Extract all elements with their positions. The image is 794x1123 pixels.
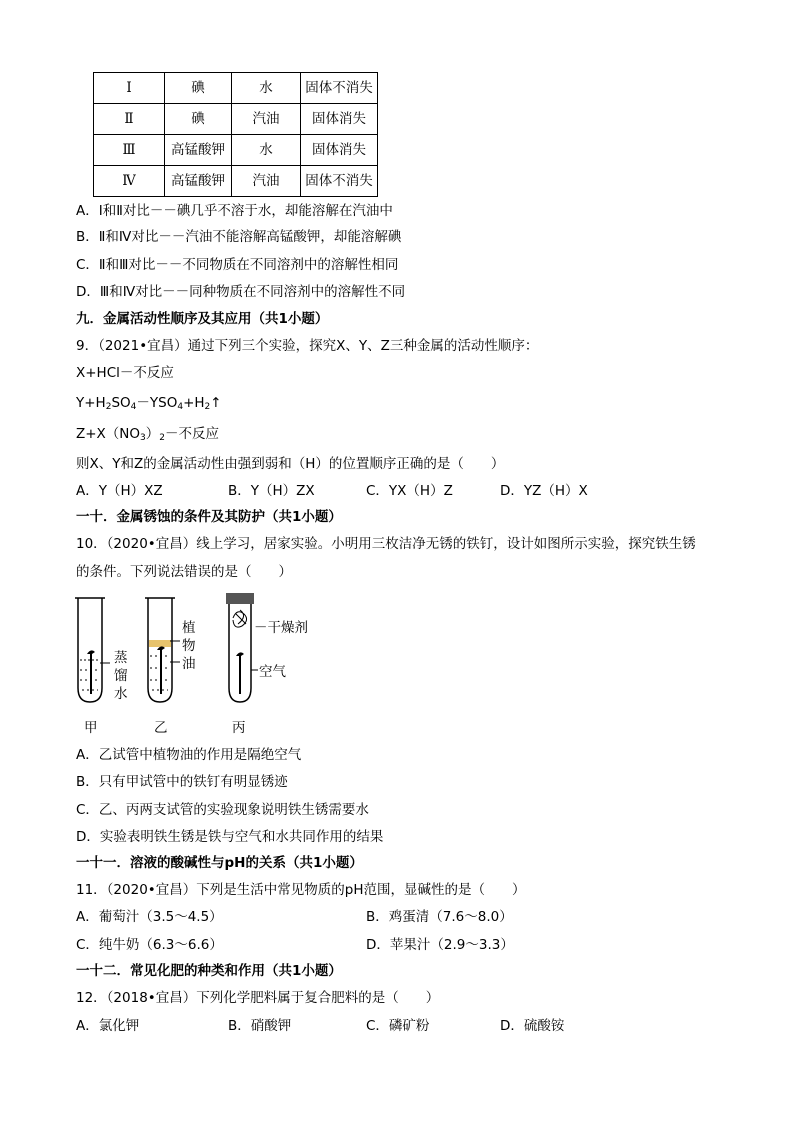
q10-option-c: C．乙、丙两支试管的实验现象说明铁生锈需要水 (76, 802, 369, 818)
q10-stem-line1: 10．（2020•宜昌）线上学习，居家实验。小明用三枚洁净无锈的铁钉，设计如图所示实验，探究铁生锈 (76, 536, 696, 552)
q8-option-c: C．Ⅱ和Ⅲ对比－－不同物质在不同溶剂中的溶解性相同 (76, 257, 399, 273)
formula-part: SO (111, 395, 131, 411)
label-water-1: 蒸 (114, 650, 128, 666)
up-arrow: ↑ (210, 395, 222, 411)
q11-option-c: C．纯牛奶（6.3～6.6） (76, 937, 223, 953)
section-title-10: 一十．金属锈蚀的条件及其防护（共1小题） (76, 509, 342, 525)
q12-stem: 12．（2018•宜昌）下列化学肥料属于复合肥料的是（ ） (76, 990, 440, 1006)
q9-option-c: C．YX（H）Z (366, 483, 453, 499)
table-row (94, 166, 378, 197)
iron-nail-icon (236, 652, 244, 694)
q9-stem: 9．（2021•宜昌）通过下列三个实验，探究X、Y、Z三种金属的活动性顺序： (76, 338, 539, 354)
q9-reaction-1: X+HCl－不反应 (76, 365, 174, 381)
q11-option-a: A．葡萄汁（3.5～4.5） (76, 909, 223, 925)
table-cell: Ⅳ (94, 166, 165, 197)
table-cell: 水 (232, 73, 301, 104)
table-row (94, 73, 378, 104)
q12-option-d: D．硫酸铵 (500, 1018, 565, 1034)
stopper (226, 593, 254, 604)
q11-stem: 11．（2020•宜昌）下列是生活中常见物质的pH范围，显碱性的是（ ） (76, 882, 526, 898)
q12-option-a: A．氯化钾 (76, 1018, 140, 1034)
section-title-9: 九．金属活动性顺序及其应用（共1小题） (76, 311, 329, 327)
table-cell: 汽油 (232, 166, 301, 197)
test-tube-a (75, 598, 110, 702)
section-title-11: 一十一．溶液的酸碱性与pH的关系（共1小题） (76, 855, 363, 871)
subscript: 4 (177, 402, 184, 412)
subscript: 4 (130, 402, 137, 412)
formula-part: －不反应 (165, 426, 220, 442)
label-oil-1: 植 (182, 620, 196, 636)
tube-label-b: 乙 (154, 720, 168, 736)
table-cell: 水 (232, 135, 301, 166)
oil-layer (149, 640, 171, 647)
q10-option-a: A．乙试管中植物油的作用是隔绝空气 (76, 747, 302, 763)
q12-option-c: C．磷矿粉 (366, 1018, 430, 1034)
table-row (94, 135, 378, 166)
q10-option-b: B．只有甲试管中的铁钉有明显锈迹 (76, 774, 288, 790)
iron-nail-icon (87, 650, 95, 694)
label-water-2: 馏 (114, 668, 128, 684)
table-cell: 高锰酸钾 (165, 135, 232, 166)
label-oil-3: 油 (182, 656, 196, 672)
table-cell: 碘 (165, 104, 232, 135)
q9-option-b: B．Y（H）ZX (228, 483, 315, 499)
subscript: 3 (140, 433, 146, 443)
formula-part: Y+H (76, 395, 106, 411)
subscript: 2 (159, 433, 166, 443)
section-title-12: 一十二．常见化肥的种类和作用（共1小题） (76, 963, 342, 979)
experiment-table (93, 72, 378, 197)
formula-part: ） (145, 426, 160, 442)
q8-option-d: D．Ⅲ和Ⅳ对比－－同种物质在不同溶剂中的溶解性不同 (76, 284, 406, 300)
table-cell: 固体消失 (301, 104, 378, 135)
table-cell: Ⅰ (94, 73, 165, 104)
desiccant-icon (233, 610, 247, 627)
q9-option-d: D．YZ（H）X (500, 483, 588, 499)
label-water-3: 水 (114, 686, 128, 702)
label-air: 空气 (259, 664, 286, 680)
table-row (94, 104, 378, 135)
tube-label-a: 甲 (84, 720, 98, 736)
table-cell: 固体不消失 (301, 73, 378, 104)
formula-part: +H (183, 395, 205, 411)
q8-option-a: A．Ⅰ和Ⅱ对比－－碘几乎不溶于水，却能溶解在汽油中 (76, 203, 393, 219)
table-cell: 固体不消失 (301, 166, 378, 197)
q9-reaction-3 (76, 424, 219, 444)
test-tube-b (145, 598, 180, 702)
q12-option-b: B．硝酸钾 (228, 1018, 292, 1034)
table-cell: 高锰酸钾 (165, 166, 232, 197)
q9-reaction-2 (76, 393, 222, 413)
q8-option-b: B．Ⅱ和Ⅳ对比－－汽油不能溶解高锰酸钾，却能溶解碘 (76, 229, 402, 245)
label-desiccant: －干燥剂 (254, 620, 308, 636)
table-cell: 碘 (165, 73, 232, 104)
iron-nail-icon (157, 646, 165, 694)
q11-option-d: D．苹果汁（2.9～3.3） (366, 937, 514, 953)
label-oil-2: 物 (182, 638, 196, 654)
formula-part: －YSO (136, 395, 178, 411)
q9-option-a: A．Y（H）XZ (76, 483, 163, 499)
table-cell: Ⅱ (94, 104, 165, 135)
q11-option-b: B．鸡蛋清（7.6～8.0） (366, 909, 513, 925)
rust-experiment-figure (70, 590, 330, 740)
subscript: 2 (204, 402, 211, 412)
q9-question: 则X、Y和Z的金属活动性由强到弱和（H）的位置顺序正确的是（ ） (76, 456, 505, 472)
table-cell: Ⅲ (94, 135, 165, 166)
formula-part: Z+X（NO (76, 426, 141, 442)
table-cell: 汽油 (232, 104, 301, 135)
q10-option-d: D．实验表明铁生锈是铁与空气和水共同作用的结果 (76, 829, 384, 845)
subscript: 2 (105, 402, 112, 412)
q10-stem-line2: 的条件。下列说法错误的是（ ） (76, 564, 292, 580)
table-cell: 固体消失 (301, 135, 378, 166)
test-tube-c (226, 593, 258, 702)
tube-label-c: 丙 (232, 720, 246, 736)
